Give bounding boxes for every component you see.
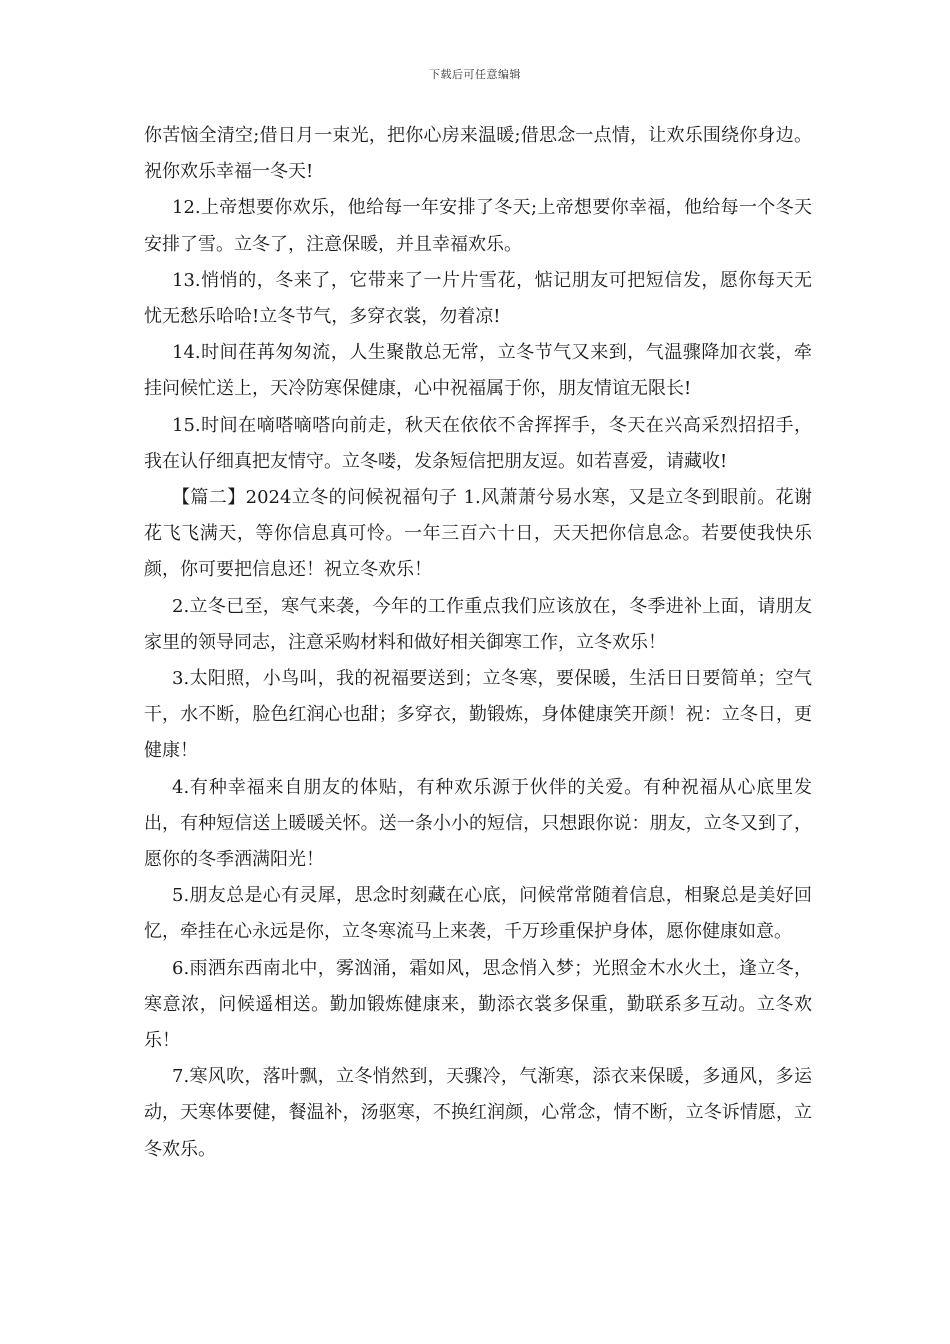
paragraph-continued: 你苦恼全清空;借日月一束光，把你心房来温暖;借思念一点情，让欢乐围绕你身边。祝你欢乐幸福一冬天!	[144, 125, 812, 183]
paragraph-15: 15.时间在嘀嗒嘀嗒向前走，秋天在依依不舍挥挥手，冬天在兴高采烈招招手，我在认仔细真把友情守。立冬喽，发条短信把朋友逗。如若喜爱，请藏收!	[144, 414, 812, 472]
paragraph-6: 6.雨洒东西南北中，雾汹涌，霜如风，思念悄入梦；光照金木水火土，逢立冬，寒意浓，问候遥相送。勤加锻炼健康来，勤添衣裳多保重，勤联系多互动。立冬欢乐！	[144, 957, 812, 1052]
paragraph-13: 13.悄悄的，冬来了，它带来了一片片雪花，惦记朋友可把短信发，愿你每天无忧无愁乐哈哈!立冬节气，多穿衣裳，勿着凉!	[144, 269, 812, 328]
document-body	[144, 118, 812, 1168]
paragraph-4: 4.有种幸福来自朋友的体贴，有种欢乐源于伙伴的关爱。有种祝福从心底里发出，有种短信送上暖暖关怀。送一条小小的短信，只想跟你说：朋友，立冬又到了，愿你的冬季洒满阳光！	[144, 776, 812, 871]
paragraph-3: 3.太阳照，小鸟叫，我的祝福要送到；立冬寒，要保暖，生活日日要简单；空气干，水不断，脸色红润心也甜；多穿衣，勤锻炼，身体健康笑开颜！祝：立冬日，更健康！	[144, 668, 812, 762]
page-header: 下载后可任意编辑	[429, 68, 521, 81]
paragraph-12: 12.上帝想要你欢乐，他给每一年安排了冬天;上帝想要你幸福，他给每一个冬天安排了雪。立冬了，注意保暖，并且幸福欢乐。	[144, 197, 812, 255]
paragraph-5: 5.朋友总是心有灵犀，思念时刻藏在心底，问候常常随着信息，相聚总是美好回忆，牵挂在心永远是你，立冬寒流马上来袭，千万珍重保护身体，愿你健康如意。	[144, 885, 812, 943]
paragraph-2: 2.立冬已至，寒气来袭，今年的工作重点我们应该放在，冬季进补上面，请朋友家里的领导同志，注意采购材料和做好相关御寒工作，立冬欢乐！	[144, 595, 812, 653]
paragraph-14: 14.时间荏苒匆匆流，人生聚散总无常，立冬节气又来到，气温骤降加衣裳，牵挂问候忙送上，天冷防寒保健康，心中祝福属于你，朋友情谊无限长!	[144, 342, 812, 400]
paragraph-7: 7.寒风吹，落叶飘，立冬悄然到，天骤冷，气渐寒，添衣来保暖，多通风，多运动，天寒体要健，餐温补，汤驱寒，不换红润颜，心常念，情不断，立冬诉情愿，立冬欢乐。	[144, 1066, 812, 1160]
paragraph-section-two-1: 【篇二】2024立冬的问候祝福句子 1.风萧萧兮易水寒，又是立冬到眼前。花谢花飞飞满天，等你信息真可怜。一年三百六十日，天天把你信息念。若要使我快乐颜，你可要把信息还！祝立冬欢乐！	[144, 487, 812, 581]
